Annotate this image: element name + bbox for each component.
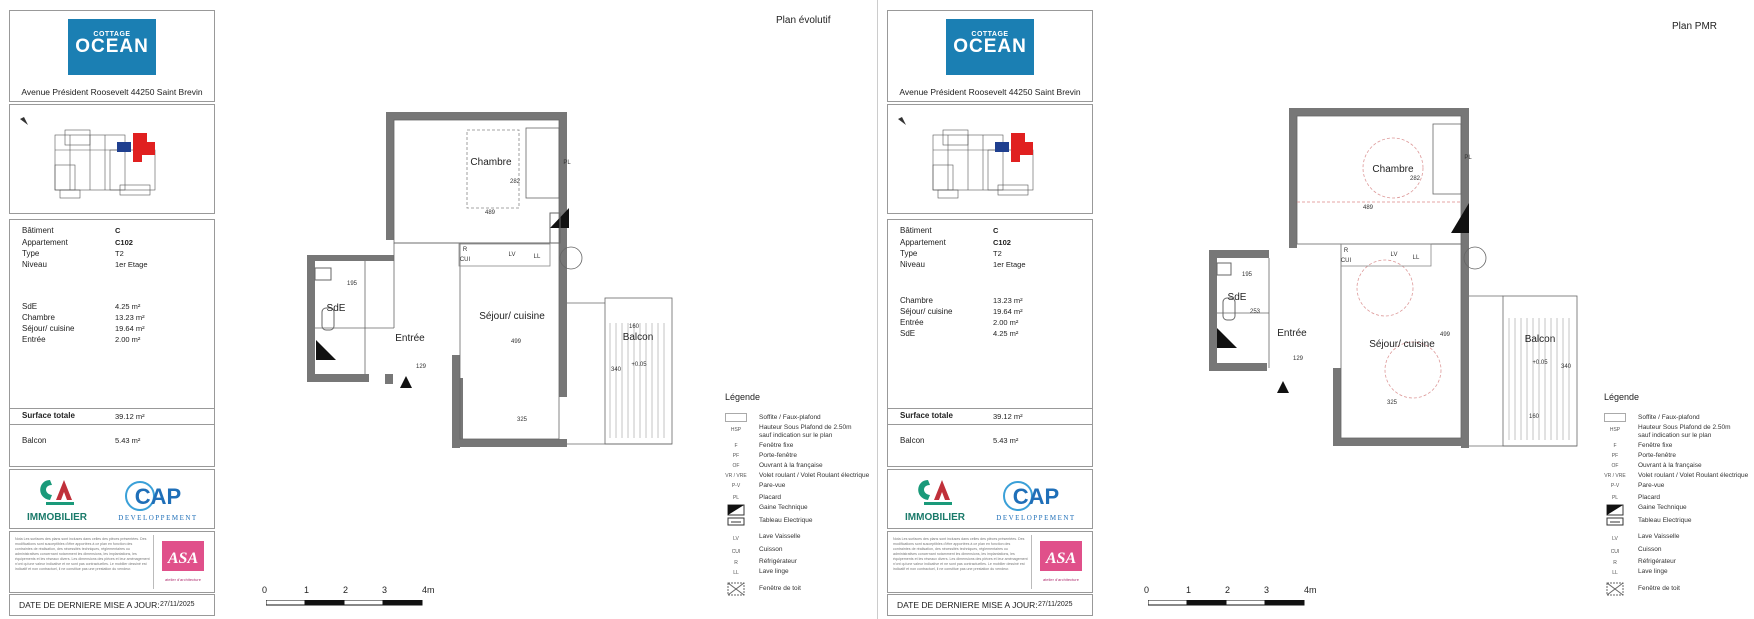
technical-duct-icon — [1217, 328, 1237, 348]
location-map — [888, 105, 1092, 213]
cap-name: CAP — [134, 484, 182, 509]
logo-line1: COTTAGE — [971, 31, 1009, 38]
code-label: LL — [533, 254, 541, 260]
legend-code: OF — [1611, 463, 1619, 469]
room-value: 13.23 m² — [115, 313, 145, 322]
cottage-ocean-logo — [946, 19, 1034, 75]
dim-label: 195 — [346, 281, 358, 287]
level-label: +0.05 — [631, 362, 647, 368]
legend-code: LV — [733, 536, 739, 542]
legend-code: PF — [1611, 453, 1619, 459]
tableau-electrique-icon — [1604, 517, 1626, 527]
type-label: Type — [22, 249, 40, 258]
apartment-highlight — [1011, 133, 1033, 162]
room-label-balcon: Balcon — [622, 332, 654, 343]
cottage-ocean-logo — [68, 19, 156, 75]
logo-line2: OCEAN — [953, 36, 1027, 57]
legend-item: Réfrigérateur — [759, 558, 797, 565]
logo-panel — [9, 10, 215, 102]
ca-name: IMMOBILIER — [27, 512, 87, 523]
legend-item: Hauteur Sous Plafond de 2.50m — [759, 424, 852, 431]
cap-developpement-logo — [110, 476, 205, 526]
legend-item: Lave Vaisselle — [759, 533, 801, 540]
room-value: 2.00 m² — [993, 318, 1019, 327]
appartement-value: C102 — [115, 238, 133, 247]
date-label: DATE DE DERNIERE MISE A JOUR: — [897, 600, 1038, 610]
legend-code: PF — [732, 453, 740, 459]
scale-tick: 1 — [1186, 585, 1192, 595]
partners-panel — [9, 469, 215, 529]
legend-item: Gaine Technique — [759, 504, 808, 511]
legend-item: Lave Vaisselle — [1638, 533, 1680, 540]
surface-totale-label: Surface totale — [22, 411, 75, 420]
room-value: 13.23 m² — [993, 296, 1023, 305]
legend-code: PL — [1611, 495, 1619, 501]
code-label: PL — [563, 160, 571, 166]
dim-label: 160 — [628, 324, 640, 330]
info-panel — [9, 219, 215, 467]
scale-tick: 2 — [1225, 585, 1231, 595]
cap-subtitle: DEVELOPPEMENT — [118, 514, 198, 522]
scale-tick: 3 — [1264, 585, 1270, 595]
legend-item: Gaine Technique — [1638, 504, 1687, 511]
code-label: CUI — [1340, 258, 1352, 264]
legend-item: sauf indication sur le plan — [759, 432, 833, 439]
legend-item: Volet roulant / Volet Roulant électrique — [759, 472, 870, 479]
balcon-label: Balcon — [22, 436, 47, 445]
legend-code: R — [734, 560, 738, 566]
batiment-value: C — [993, 226, 999, 235]
legend-item: sauf indication sur le plan — [1638, 432, 1712, 439]
scale-tick: 0 — [262, 585, 268, 595]
surface-totale-value: 39.12 m² — [115, 412, 145, 421]
walls — [307, 112, 567, 448]
scale-tick: 0 — [1144, 585, 1150, 595]
type-value: T2 — [115, 249, 124, 258]
appartement-label: Appartement — [900, 238, 946, 247]
legend-code: P-V — [1610, 483, 1620, 489]
surface-totale-value: 39.12 m² — [993, 412, 1023, 421]
appartement-label: Appartement — [22, 238, 68, 247]
room-value: 4.25 m² — [993, 329, 1019, 338]
plan-title: Plan PMR — [1672, 21, 1718, 32]
legend-code: PL — [732, 495, 740, 501]
asa-name: ASA — [167, 550, 199, 567]
dim-label: 499 — [1439, 332, 1451, 338]
cap-subtitle: DEVELOPPEMENT — [996, 514, 1076, 522]
scale-tick: 1 — [304, 585, 310, 595]
divider — [10, 424, 214, 425]
legend-code: LL — [733, 570, 739, 576]
code-label: R — [1343, 248, 1349, 254]
logo-line2: OCEAN — [75, 36, 149, 57]
location-map — [10, 105, 214, 213]
legend-title: Légende — [725, 392, 761, 402]
credit-agricole-immobilier-logo — [22, 476, 92, 526]
legend-code: OF — [732, 463, 740, 469]
legend-item: Lave linge — [1638, 568, 1668, 575]
logo-panel — [887, 10, 1093, 102]
legend-item: Cuisson — [1638, 546, 1662, 553]
legend-code: HSP — [1609, 427, 1621, 433]
legend-item: Soffite / Faux-plafond — [759, 414, 821, 421]
code-label: LV — [508, 252, 516, 258]
gaine-technique-icon — [1604, 504, 1626, 516]
batiment-label: Bâtiment — [22, 226, 54, 235]
legend-code: HSP — [730, 427, 742, 433]
niveau-value: 1er Etage — [115, 260, 148, 269]
room-label-sde: SdE — [326, 303, 346, 314]
divider — [10, 408, 214, 409]
legend-item: Fenêtre de toit — [759, 585, 801, 592]
address: Avenue Président Roosevelt 44250 Saint Brevin — [899, 87, 1081, 97]
cap-developpement-logo — [988, 476, 1083, 526]
scale-tick: 4m — [422, 585, 435, 595]
legal-panel — [887, 531, 1093, 593]
location-map-panel — [9, 104, 215, 214]
date-label: DATE DE DERNIERE MISE A JOUR: — [19, 600, 160, 610]
credit-agricole-immobilier-logo — [900, 476, 970, 526]
legend-code: VR / VRE — [1604, 473, 1626, 479]
level-label: +0.05 — [1532, 360, 1548, 366]
building-marker — [995, 142, 1009, 152]
legend-item: Pare-vue — [1638, 482, 1665, 489]
scale-bar-graphic — [266, 600, 438, 606]
dim-label: 325 — [1386, 400, 1398, 406]
north-arrow-icon — [20, 117, 28, 125]
legend-item: Ouvrant à la française — [1638, 462, 1702, 469]
legend-item: Porte-fenêtre — [759, 452, 797, 459]
type-value: T2 — [993, 249, 1002, 258]
info-panel — [887, 219, 1093, 467]
dim-label: 282 — [1409, 176, 1421, 182]
entrance-arrow-icon — [1277, 381, 1289, 393]
divider — [888, 408, 1092, 409]
niveau-label: Niveau — [900, 260, 925, 269]
dim-label: 282 — [509, 179, 521, 185]
legend-item: Fenêtre fixe — [759, 442, 794, 449]
room-label-sde: SdE — [1227, 292, 1247, 303]
floor-plan — [1203, 98, 1583, 448]
legend-item: Cuisson — [759, 546, 783, 553]
dim-label: 195 — [1241, 272, 1253, 278]
legend-item: Porte-fenêtre — [1638, 452, 1676, 459]
code-label: R — [462, 247, 468, 253]
divider — [888, 424, 1092, 425]
code-label: LV — [1390, 252, 1398, 258]
niveau-label: Niveau — [22, 260, 47, 269]
building-marker — [117, 142, 131, 152]
legend-code: F — [734, 443, 738, 449]
date-value: 27/11/2025 — [160, 601, 195, 608]
legend-item: Hauteur Sous Plafond de 2.50m — [1638, 424, 1731, 431]
dim-label: 340 — [610, 367, 622, 373]
scale-tick: 3 — [382, 585, 388, 595]
partners-panel — [887, 469, 1093, 529]
gaine-technique-icon — [725, 504, 747, 516]
room-label-entree: Entrée — [395, 333, 425, 344]
legend-code: VR / VRE — [725, 473, 747, 479]
legal-notice: Nota Les surfaces des plans sont incluses dans celles des pièces présentées. Des modifications sont susceptibles d'être apportées à ce plan en fonction des contraintes de réalisation, des nécessités techniques, réglementaires ou administratives concernant notamment les dimensions, les implantations, les équipements et les réseaux divers. Les dimensions des pièces et leur aménagement n'ont qu'une valeur indicative et ne sont pas contractuelles. Le mobilier dessiné est indicatif et non contractuel, il ne constitue pas une prestation du vendeur. — [15, 537, 150, 571]
dim-label: 489 — [484, 210, 496, 216]
soffite-swatch — [1604, 413, 1626, 422]
asa-name: ASA — [1045, 550, 1077, 567]
walls — [1209, 108, 1469, 448]
date-panel — [9, 594, 215, 616]
dim-label: 340 — [1560, 364, 1572, 370]
legend-item: Fenêtre de toit — [1638, 585, 1680, 592]
room-label: Séjour/ cuisine — [900, 307, 953, 316]
plan-title: Plan évolutif — [776, 15, 831, 26]
scale-tick: 2 — [343, 585, 349, 595]
dim-label: 489 — [1362, 205, 1374, 211]
room-value: 19.64 m² — [993, 307, 1023, 316]
legend-item: Soffite / Faux-plafond — [1638, 414, 1700, 421]
dim-label: 129 — [1292, 356, 1304, 362]
legend-item: Placard — [759, 494, 782, 501]
dim-label: 499 — [510, 339, 522, 345]
cap-name: CAP — [1012, 484, 1060, 509]
legend-item: Placard — [1638, 494, 1661, 501]
entrance-arrow-icon — [400, 376, 412, 388]
room-label: SdE — [900, 329, 916, 338]
room-label: Entrée — [900, 318, 924, 327]
room-label: Entrée — [22, 335, 46, 344]
tableau-electrique-icon — [725, 517, 747, 527]
soffite-swatch — [725, 413, 747, 422]
apartment-highlight — [133, 133, 155, 162]
legend-item: Fenêtre fixe — [1638, 442, 1673, 449]
ca-name: IMMOBILIER — [905, 512, 965, 523]
legend-code: R — [1613, 560, 1617, 566]
scale-tick: 4m — [1304, 585, 1317, 595]
batiment-label: Bâtiment — [900, 226, 932, 235]
room-label-chambre: Chambre — [470, 157, 512, 168]
surface-totale-label: Surface totale — [900, 411, 953, 420]
dim-label: 253 — [1249, 309, 1261, 315]
room-label-sejour: Séjour/ cuisine — [1369, 339, 1435, 350]
asa-architect-logo — [1031, 535, 1090, 589]
room-label-sejour: Séjour/ cuisine — [479, 311, 545, 322]
balcon-value: 5.43 m² — [115, 436, 141, 445]
dim-label: 160 — [1528, 414, 1540, 420]
legend-item: Ouvrant à la française — [759, 462, 823, 469]
code-label: LL — [1412, 255, 1420, 261]
legal-notice: Nota Les surfaces des plans sont incluses dans celles des pièces présentées. Des modifications sont susceptibles d'être apportées à ce plan en fonction des contraintes de réalisation, des nécessités techniques, réglementaires ou administratives concernant notamment les dimensions, les implantations, les équipements et les réseaux divers. Les dimensions des pièces et leur aménagement n'ont qu'une valeur indicative et ne sont pas contractuelles. Le mobilier dessiné est indicatif et non contractuel, il ne constitue pas une prestation du vendeur. — [893, 537, 1028, 571]
asa-subtitle: atelier d'architecture — [1043, 577, 1079, 582]
batiment-value: C — [115, 226, 121, 235]
legend-code: LL — [1612, 570, 1618, 576]
north-arrow-icon — [898, 117, 906, 125]
legend-item: Volet roulant / Volet Roulant électrique — [1638, 472, 1749, 479]
legend-item: Lave linge — [759, 568, 789, 575]
type-label: Type — [900, 249, 918, 258]
room-value: 19.64 m² — [115, 324, 145, 333]
address: Avenue Président Roosevelt 44250 Saint Brevin — [21, 87, 203, 97]
room-label-entree: Entrée — [1277, 328, 1307, 339]
legend-item: Pare-vue — [759, 482, 786, 489]
dim-label: 129 — [415, 364, 427, 370]
niveau-value: 1er Etage — [993, 260, 1026, 269]
room-label: Chambre — [900, 296, 933, 305]
room-value: 2.00 m² — [115, 335, 141, 344]
date-value: 27/11/2025 — [1038, 601, 1073, 608]
date-panel — [887, 594, 1093, 616]
room-label: SdE — [22, 302, 38, 311]
legend-code: F — [1613, 443, 1617, 449]
legend-item: Tableau Electrique — [759, 517, 813, 524]
legal-panel — [9, 531, 215, 593]
code-label: CUI — [459, 257, 471, 263]
sheet-plan-pmr — [877, 0, 1754, 619]
asa-subtitle: atelier d'architecture — [165, 577, 201, 582]
code-label: PL — [1464, 155, 1472, 161]
room-label-balcon: Balcon — [1524, 334, 1556, 345]
room-label: Chambre — [22, 313, 55, 322]
room-value: 4.25 m² — [115, 302, 141, 311]
floor-plan — [300, 98, 680, 448]
asa-architect-logo — [153, 535, 212, 589]
legend-code: CUI — [1610, 549, 1620, 555]
balcon-value: 5.43 m² — [993, 436, 1019, 445]
balcon-label: Balcon — [900, 436, 925, 445]
location-map-panel — [887, 104, 1093, 214]
legend-title: Légende — [1604, 392, 1640, 402]
legend-item: Réfrigérateur — [1638, 558, 1676, 565]
appartement-value: C102 — [993, 238, 1011, 247]
scale-bar-graphic — [1148, 600, 1320, 606]
fenetre-de-toit-icon — [1604, 582, 1626, 596]
fenetre-de-toit-icon — [725, 582, 747, 596]
room-label: Séjour/ cuisine — [22, 324, 75, 333]
legend-code: P-V — [731, 483, 741, 489]
dim-label: 325 — [516, 417, 528, 423]
legend-code: LV — [1612, 536, 1618, 542]
room-label-chambre: Chambre — [1372, 164, 1414, 175]
legend-code: CUI — [731, 549, 741, 555]
technical-duct-icon — [316, 340, 336, 360]
logo-line1: COTTAGE — [93, 31, 131, 38]
legend-item: Tableau Electrique — [1638, 517, 1692, 524]
technical-duct-icon — [1451, 203, 1469, 233]
